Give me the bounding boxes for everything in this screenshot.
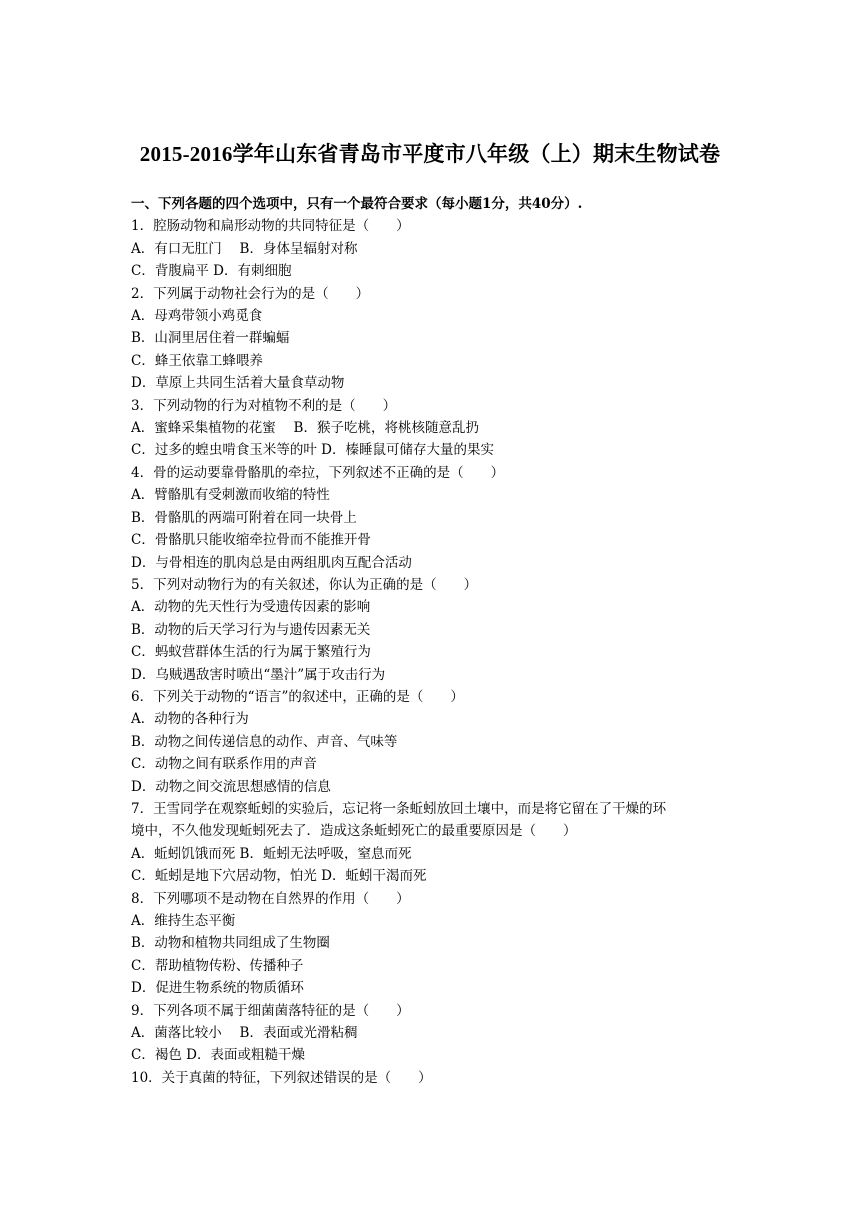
question-9-options-ab: A．菌落比较小 B．表面或光滑粘稠 — [131, 1025, 358, 1042]
question-2-option-b: B．山洞里居住着一群蝙蝠 — [131, 330, 290, 347]
question-5-option-a: A．动物的先天性行为受遗传因素的影响 — [131, 599, 371, 616]
question-6-stem: 6．下列关于动物的“语言”的叙述中，正确的是（ ） — [131, 688, 464, 705]
question-7-stem-line-1: 7．王雪同学在观察蚯蚓的实验后，忘记将一条蚯蚓放回土壤中，而是将它留在了干燥的环 — [131, 800, 667, 817]
question-5-option-d: D．乌贼遇敌害时喷出“墨汁”属于攻击行为 — [131, 666, 386, 683]
question-8-option-b: B．动物和植物共同组成了生物圈 — [131, 935, 330, 952]
question-7-options-cd: C．蚯蚓是地下穴居动物，怕光 D．蚯蚓干渴而死 — [131, 868, 427, 885]
question-4-stem: 4．骨的运动要靠骨骼肌的牵拉，下列叙述不正确的是（ ） — [131, 464, 505, 481]
question-8-stem: 8．下列哪项不是动物在自然界的作用（ ） — [131, 890, 410, 907]
section-header: 一、下列各题的四个选项中，只有一个最符合要求（每小题1分，共40分）. — [131, 196, 583, 212]
question-1-options-ab: A．有口无肛门 B．身体呈辐射对称 — [131, 240, 358, 257]
question-2-option-c: C．蜂王依靠工蜂喂养 — [131, 352, 263, 369]
question-9-stem: 9．下列各项不属于细菌菌落特征的是（ ） — [131, 1002, 410, 1019]
question-2-stem: 2．下列属于动物社会行为的是（ ） — [131, 285, 370, 302]
question-4-option-a: A．臂骼肌有受刺激而收缩的特性 — [131, 487, 330, 504]
question-6-option-b: B．动物之间传递信息的动作、声音、气味等 — [131, 733, 398, 750]
question-6-option-c: C．动物之间有联系作用的声音 — [131, 756, 317, 773]
question-4-option-c: C．骨骼肌只能收缩牵拉骨而不能推开骨 — [131, 532, 371, 549]
document-title: 2015-2016学年山东省青岛市平度市八年级（上）期末生物试卷 — [139, 142, 721, 166]
question-2-option-a: A．母鸡带领小鸡觅食 — [131, 308, 263, 325]
question-5-stem: 5．下列对动物行为的有关叙述，你认为正确的是（ ） — [131, 576, 478, 593]
question-6-option-a: A．动物的各种行为 — [131, 711, 249, 728]
question-3-options-cd: C．过多的蝗虫啃食玉米等的叶 D．榛睡鼠可储存大量的果实 — [131, 442, 494, 459]
question-5-option-c: C．蚂蚁营群体生活的行为属于繁殖行为 — [131, 644, 371, 661]
question-8-option-d: D．促进生物系统的物质循环 — [131, 980, 304, 997]
question-6-option-d: D．动物之间交流思想感情的信息 — [131, 778, 331, 795]
question-10-stem: 10．关于真菌的特征，下列叙述错误的是（ ） — [131, 1069, 432, 1086]
question-7-options-ab: A．蚯蚓饥饿而死 B．蚯蚓无法呼吸，窒息而死 — [131, 845, 412, 862]
question-4-option-b: B．骨骼肌的两端可附着在同一块骨上 — [131, 509, 357, 526]
question-2-option-d: D．草原上共同生活着大量食草动物 — [131, 375, 345, 392]
question-3-stem: 3．下列动物的行为对植物不利的是（ ） — [131, 397, 397, 414]
question-8-option-c: C．帮助植物传粉、传播种子 — [131, 957, 304, 974]
document-body — [131, 193, 741, 1089]
question-3-options-ab: A．蜜蜂采集植物的花蜜 B．猴子吃桃，将桃核随意乱扔 — [131, 420, 479, 437]
question-4-option-d: D．与骨相连的肌肉总是由两组肌肉互配合活动 — [131, 554, 412, 571]
question-5-option-b: B．动物的后天学习行为与遗传因素无关 — [131, 621, 371, 638]
question-9-options-cd: C．褐色 D．表面或粗糙干燥 — [131, 1047, 305, 1064]
question-1-stem: 1．腔肠动物和扁形动物的共同特征是（ ） — [131, 218, 410, 235]
question-8-option-a: A．维持生态平衡 — [131, 913, 236, 929]
question-7-stem-line-2: 境中，不久他发现蚯蚓死去了．造成这条蚯蚓死亡的最重要原因是（ ） — [131, 823, 577, 840]
question-1-options-cd: C．背腹扁平 D．有刺细胞 — [131, 263, 292, 280]
